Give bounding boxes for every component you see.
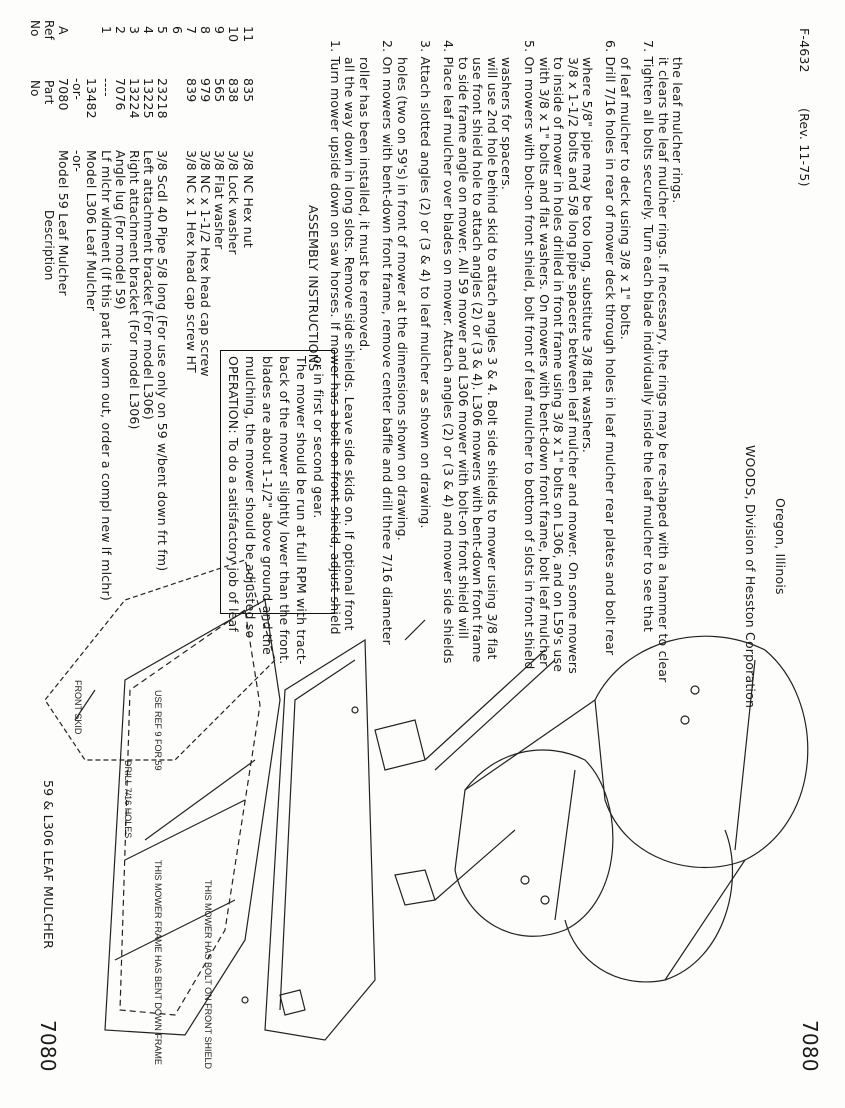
parts-ref-cell: 2 — [112, 26, 128, 35]
assembly-step-line: the leaf mulcher rings. — [670, 57, 685, 204]
assembly-step-line: 2. On mowers with bent-down front frame, remove center baffle and drill three 7/16 diameter — [380, 40, 396, 645]
drawing-note-front-frame: THIS MOWER FRAME HAS BENT DOWN FRAME — [153, 860, 163, 1065]
header-ref: Ref — [42, 20, 56, 41]
parts-ref-cell: 11 — [240, 26, 256, 43]
header-part: Part — [42, 80, 56, 105]
parts-ref-cell: 1 — [98, 26, 114, 35]
parts-ref-cell: 10 — [226, 26, 242, 43]
parts-ref-cell: 9 — [212, 26, 228, 35]
page-number-bottom: 7080 — [798, 1020, 822, 1072]
parts-desc-cell: Right attachment bracket (For model L306) — [127, 150, 142, 430]
parts-desc-cell: 3/8 NC x 1 Hex head cap screw HT — [183, 150, 199, 373]
parts-part-cell: 23218 — [155, 78, 171, 119]
parts-part-cell: 565 — [212, 78, 228, 103]
company-location: Oregon, Illinois — [773, 498, 788, 595]
parts-desc-cell: 3/8 Lock washer — [226, 150, 242, 255]
parts-desc-cell: Lf mlchr wldment (If this part is worn out, order a compl new lf mlchr) — [98, 150, 114, 601]
parts-part-cell: 13225 — [141, 78, 157, 119]
parts-desc-cell: Model 59 Leaf Mulcher — [56, 150, 71, 296]
assembly-step-line: it clears the leaf mulcher rings. If necessary, the rings may be re-shaped with a hammer to clear — [655, 57, 671, 683]
parts-ref-cell: 8 — [198, 26, 213, 35]
parts-part-cell: 839 — [183, 78, 199, 103]
parts-ref-cell: 4 — [141, 26, 157, 35]
assembly-step-line: 4. Place leaf mulcher over blades on mower. Attach angles (2) or (3 & 4) and mower side shields — [441, 40, 457, 664]
parts-part-cell: 838 — [226, 78, 242, 103]
operation-line: The mower should be run at full RPM with tract- — [294, 356, 309, 665]
parts-desc-cell: 3/8 Flat washer — [212, 150, 228, 250]
parts-desc-cell: 3/8 Scdl 40 Pipe 5/8 long (For use only on 59 w/bent down frt fm) — [155, 150, 171, 572]
parts-part-cell: 979 — [198, 78, 213, 103]
parts-desc-cell: Model L306 Leaf Mulcher — [84, 150, 100, 312]
assembly-step-line: to inside of mower in holes drilled in front frame using 3/8 x 1" bolts on L306, and on L59's use — [551, 57, 567, 673]
page-title: 59 & L306 LEAF MULCHER — [41, 780, 56, 949]
drawing-note-use-ref: USE REF 9 FOR 59 — [153, 690, 163, 771]
assembly-step-line: 1. Turn mower upside down on saw horses. If mower has a bolt-on front shield, adjust shield — [328, 40, 343, 635]
parts-desc-cell: 3/8 NC Hex nut — [240, 150, 256, 248]
parts-part-cell: 13482 — [84, 78, 100, 119]
assembly-step-line: washers for spacers. — [499, 57, 514, 191]
assembly-step-line: 5. On mowers with bolt-on front shield, bolt front of leaf mulcher to bottom of slots in front shield — [522, 40, 538, 670]
parts-part-cell: 13224 — [127, 78, 142, 119]
drawing-note-bent-down: THIS MOWER HAS BOLT ON FRONT SHIELD — [203, 880, 213, 1070]
drawing-note-drill-holes: DRILL 7/16 HOLES — [123, 760, 133, 839]
assembly-step-line: will use 2nd hole behind skid to attach angles 3 & 4. Bolt side shields to mower using 3/8 flat — [484, 57, 500, 660]
operation-line: blades are about 1-1/2" above ground and the — [260, 356, 275, 656]
parts-desc-cell: Left attachment bracket (For model L306) — [141, 150, 157, 421]
parts-desc-cell: Angle lug (For model 59) — [112, 150, 128, 310]
assembly-step-line: with 3/8 x 1" bolts and flat washers. On mowers with bent-down front frame, bolt leaf mulcher — [536, 57, 552, 667]
assembly-heading: ASSEMBLY INSTRUCTIONS — [306, 205, 321, 372]
assembly-step-line: holes (two on 59's) in front of mower at the dimensions shown on drawing. — [394, 57, 410, 541]
form-number: F-4632 — [797, 28, 812, 73]
operation-line: mulching, the mower should be adjusted so — [243, 356, 258, 639]
header-ref-no: No — [28, 20, 42, 37]
parts-ref-cell: A — [56, 26, 71, 35]
assembly-step-line: use front shield hole to attach angles (2) or (3 & 4). L306 mowers with bent-down front frame — [470, 57, 486, 663]
assembly-step-line: of leaf mulcher to deck using 3/8 x 1" bolts. — [617, 57, 633, 340]
header-description: Description — [42, 210, 56, 281]
header-part-no: No — [28, 80, 42, 97]
drawing-note-front-skid: FRONT SKID — [73, 680, 83, 735]
parts-desc-cell: 3/8 NC x 1-1/2 Hex head cap screw — [198, 150, 213, 377]
operation-line: or in first or second gear. — [311, 356, 326, 519]
assembly-step-line: all the way down in long slots. Remove side shields. Leave side skids on. If optional front — [342, 57, 358, 631]
assembly-step-line: 6. Drill 7/16 holes in rear of mower deck through holes in leaf mulcher rear plates and bolt rear — [603, 40, 619, 656]
assembly-step-line: 3/8 x 1-1/2 bolts and 5/8 long pipe spacers between leaf mulcher and mower. On some mowers — [565, 57, 581, 674]
parts-ref-cell: 3 — [127, 26, 142, 35]
revision: (Rev. 11-75) — [797, 108, 812, 187]
operation-line: OPERATION: To do a satisfactory job of leaf — [226, 356, 241, 632]
parts-part-cell: 7080 — [56, 78, 71, 111]
parts-part-cell: 7076 — [112, 78, 128, 111]
assembly-step-line: roller has been installed, it must be removed. — [356, 57, 372, 352]
assembly-step-line: 3. Attach slotted angles (2) or (3 & 4) to leaf mulcher as shown on drawing. — [418, 40, 433, 529]
operation-line: back of the mower slightly lower than the front. — [277, 356, 292, 665]
parts-desc-cell: -or- — [70, 150, 86, 173]
assembly-step-line: to side frame angle on mower. All 59 mower and L306 mower with bolt-on front shield will — [455, 57, 471, 640]
parts-part-cell: ---- — [98, 78, 114, 97]
parts-part-cell: -or- — [70, 78, 86, 101]
page-number-top: 7080 — [36, 1020, 60, 1072]
parts-ref-cell: 5 — [155, 26, 171, 35]
parts-ref-cell: 7 — [183, 26, 199, 35]
company-name: WOODS, Division of Hesston Corporation — [743, 445, 758, 709]
parts-part-cell: 835 — [240, 78, 256, 103]
parts-ref-cell: 6 — [169, 26, 185, 35]
assembly-step-line: 7. Tighten all bolts securely. Turn each blade individually inside the leaf mulcher to see that — [641, 40, 657, 632]
assembly-step-line: where 5/8" pipe may be too long, substitute 3/8 flat washers. — [580, 57, 595, 454]
